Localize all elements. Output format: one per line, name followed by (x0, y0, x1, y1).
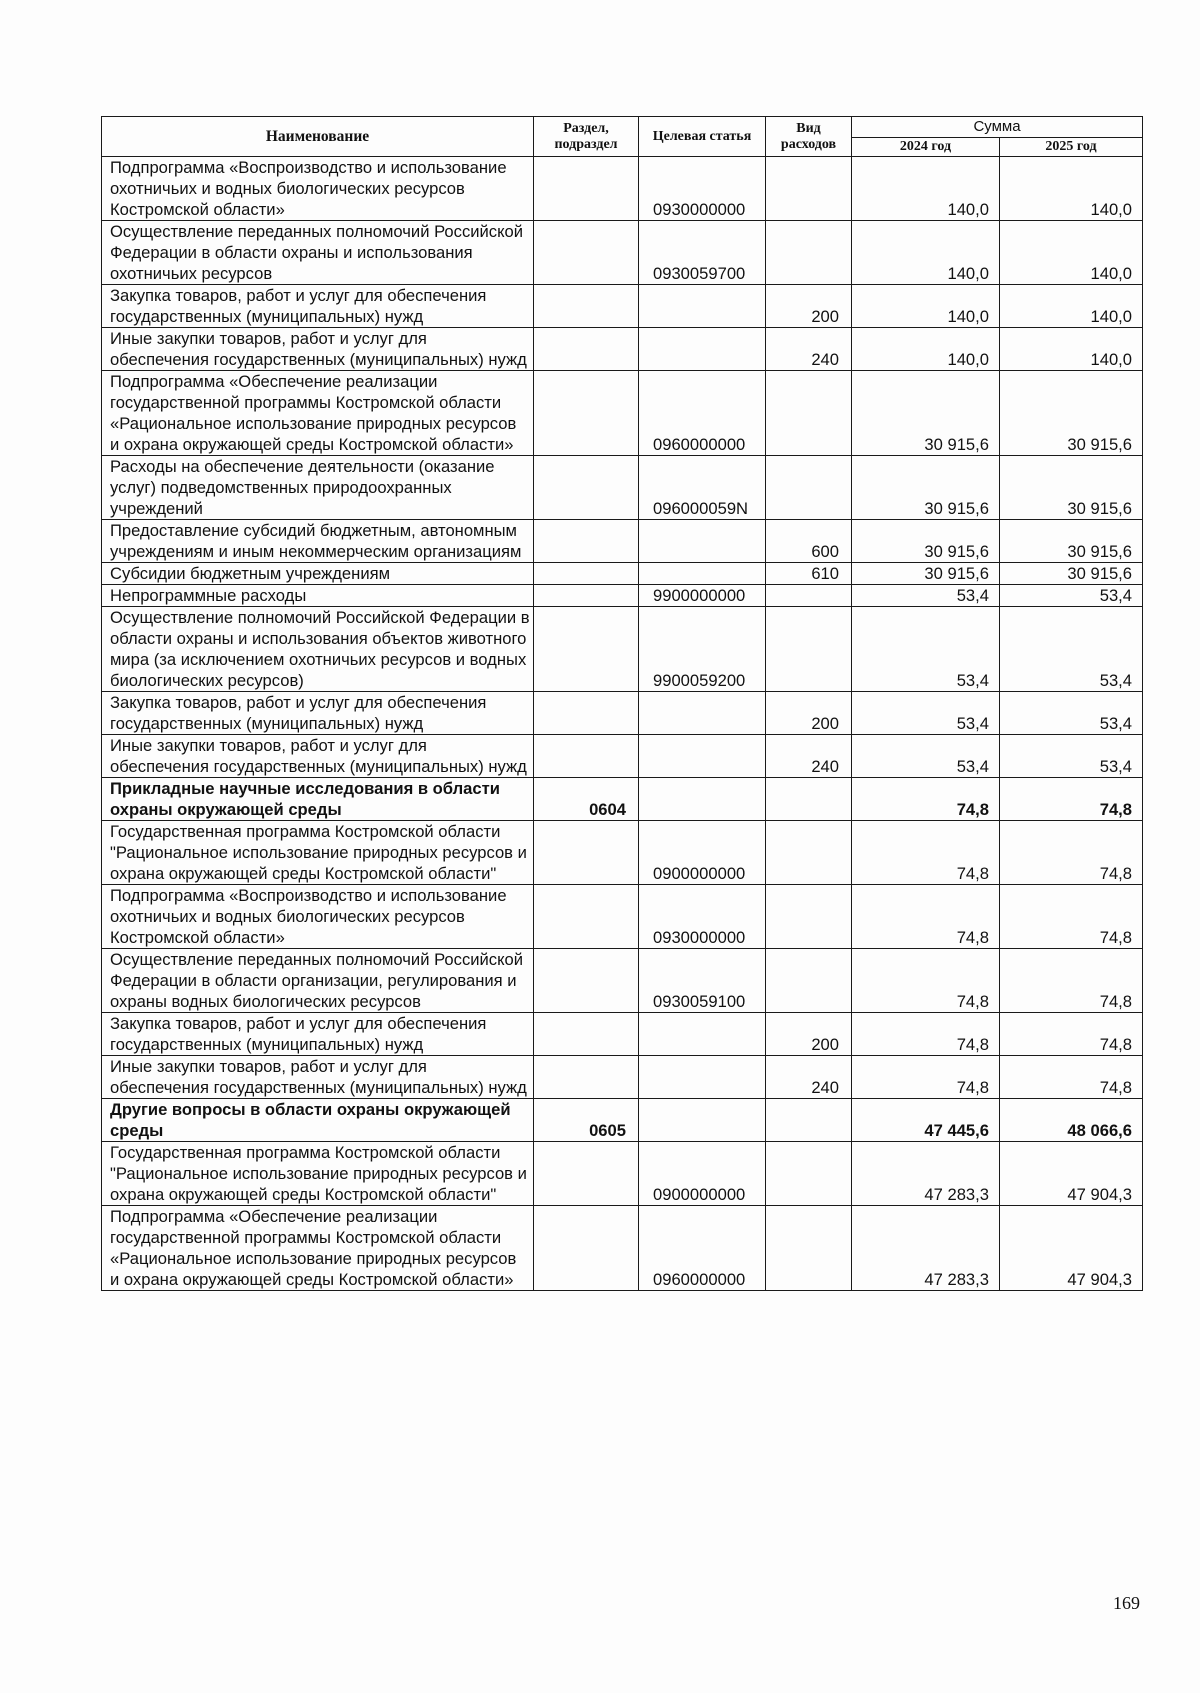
cell-2025: 74,8 (1000, 778, 1143, 821)
cell-target: 0900000000 (639, 1142, 766, 1206)
cell-2024: 53,4 (852, 607, 1000, 692)
cell-target: 0960000000 (639, 1206, 766, 1291)
table-row (102, 456, 1143, 520)
header-year-2025: 2025 год (1000, 138, 1143, 157)
cell-2024: 47 283,3 (852, 1206, 1000, 1291)
cell-name: Субсидии бюджетным учреждениям (102, 563, 534, 585)
table-row (102, 949, 1143, 1013)
cell-2025: 74,8 (1000, 1013, 1143, 1056)
cell-2025: 140,0 (1000, 285, 1143, 328)
cell-section (534, 1056, 639, 1099)
table-row (102, 735, 1143, 778)
cell-target (639, 735, 766, 778)
cell-target: 0930059700 (639, 221, 766, 285)
cell-target: 0930000000 (639, 157, 766, 221)
cell-kind: 240 (766, 328, 852, 371)
cell-section (534, 520, 639, 563)
cell-section: 0605 (534, 1099, 639, 1142)
cell-section (534, 157, 639, 221)
cell-name: Иные закупки товаров, работ и услуг для обеспечения государственных (муниципальных) нужд (102, 1056, 534, 1099)
cell-2025: 30 915,6 (1000, 371, 1143, 456)
cell-name: Закупка товаров, работ и услуг для обеспечения государственных (муниципальных) нужд (102, 1013, 534, 1056)
table-row (102, 607, 1143, 692)
cell-2024: 74,8 (852, 949, 1000, 1013)
table-row (102, 1142, 1143, 1206)
budget-table (101, 116, 1143, 1291)
cell-section (534, 821, 639, 885)
cell-2024: 53,4 (852, 585, 1000, 607)
cell-2025: 53,4 (1000, 692, 1143, 735)
cell-2024: 47 283,3 (852, 1142, 1000, 1206)
cell-kind (766, 821, 852, 885)
cell-name: Иные закупки товаров, работ и услуг для обеспечения государственных (муниципальных) нужд (102, 735, 534, 778)
page-number: 169 (1113, 1593, 1140, 1613)
table-row (102, 585, 1143, 607)
cell-section (534, 1013, 639, 1056)
cell-section (534, 949, 639, 1013)
cell-target (639, 285, 766, 328)
cell-name: Непрограммные расходы (102, 585, 534, 607)
cell-name: Иные закупки товаров, работ и услуг для обеспечения государственных (муниципальных) нужд (102, 328, 534, 371)
table-row (102, 1099, 1143, 1142)
cell-kind: 600 (766, 520, 852, 563)
cell-section (534, 585, 639, 607)
cell-2024: 140,0 (852, 328, 1000, 371)
header-section: Раздел, подраздел (534, 117, 639, 157)
cell-name: Подпрограмма «Обеспечение реализации государственной программы Костромской области «Рациональное использование природных ресурсов и охрана окружающей среды Костромской области» (102, 371, 534, 456)
cell-target (639, 520, 766, 563)
cell-name: Закупка товаров, работ и услуг для обеспечения государственных (муниципальных) нужд (102, 285, 534, 328)
cell-2025: 47 904,3 (1000, 1142, 1143, 1206)
cell-2025: 74,8 (1000, 1056, 1143, 1099)
cell-section (534, 692, 639, 735)
cell-2025: 140,0 (1000, 221, 1143, 285)
header-target: Целевая статья (639, 117, 766, 157)
cell-2024: 74,8 (852, 1013, 1000, 1056)
cell-kind: 200 (766, 1013, 852, 1056)
cell-section (534, 1142, 639, 1206)
cell-target (639, 692, 766, 735)
cell-kind (766, 778, 852, 821)
table-row (102, 1206, 1143, 1291)
cell-2025: 30 915,6 (1000, 456, 1143, 520)
cell-kind: 610 (766, 563, 852, 585)
cell-target (639, 1056, 766, 1099)
table-row (102, 285, 1143, 328)
cell-target: 0930059100 (639, 949, 766, 1013)
cell-name: Прикладные научные исследования в области охраны окружающей среды (102, 778, 534, 821)
cell-name: Подпрограмма «Воспроизводство и использование охотничьих и водных биологических ресурсов Костромской области» (102, 157, 534, 221)
cell-kind (766, 949, 852, 1013)
cell-2025: 74,8 (1000, 821, 1143, 885)
cell-target: 0960000000 (639, 371, 766, 456)
cell-2025: 140,0 (1000, 328, 1143, 371)
cell-2024: 53,4 (852, 735, 1000, 778)
cell-kind (766, 456, 852, 520)
cell-name: Предоставление субсидий бюджетным, автономным учреждениям и иным некоммерческим организациям (102, 520, 534, 563)
table-row (102, 821, 1143, 885)
cell-2024: 140,0 (852, 157, 1000, 221)
table-row (102, 520, 1143, 563)
table-row (102, 778, 1143, 821)
header-kind: Вид расходов (766, 117, 852, 157)
cell-section (534, 885, 639, 949)
cell-2025: 30 915,6 (1000, 520, 1143, 563)
cell-kind (766, 607, 852, 692)
cell-target: 0900000000 (639, 821, 766, 885)
cell-2024: 30 915,6 (852, 371, 1000, 456)
cell-2024: 74,8 (852, 885, 1000, 949)
cell-2025: 53,4 (1000, 735, 1143, 778)
cell-2025: 53,4 (1000, 585, 1143, 607)
cell-name: Осуществление полномочий Российской Федерации в области охраны и использования объектов животного мира (за исключением охотничьих ресурсов и водных биологических ресурсов) (102, 607, 534, 692)
cell-2024: 74,8 (852, 821, 1000, 885)
table-row (102, 1013, 1143, 1056)
table-row (102, 221, 1143, 285)
cell-kind (766, 1206, 852, 1291)
cell-kind (766, 1099, 852, 1142)
cell-section (534, 371, 639, 456)
cell-kind (766, 1142, 852, 1206)
cell-2024: 30 915,6 (852, 563, 1000, 585)
cell-2025: 48 066,6 (1000, 1099, 1143, 1142)
cell-2024: 140,0 (852, 221, 1000, 285)
cell-target (639, 563, 766, 585)
cell-2025: 74,8 (1000, 949, 1143, 1013)
header-year-2024: 2024 год (852, 138, 1000, 157)
cell-section (534, 563, 639, 585)
cell-kind (766, 157, 852, 221)
cell-target: 9900059200 (639, 607, 766, 692)
cell-name: Осуществление переданных полномочий Российской Федерации в области организации, регулирования и охраны водных биологических ресурсов (102, 949, 534, 1013)
cell-name: Расходы на обеспечение деятельности (оказание услуг) подведомственных природоохранных учреждений (102, 456, 534, 520)
cell-2024: 47 445,6 (852, 1099, 1000, 1142)
cell-name: Другие вопросы в области охраны окружающей среды (102, 1099, 534, 1142)
cell-name: Подпрограмма «Обеспечение реализации государственной программы Костромской области «Рациональное использование природных ресурсов и охрана окружающей среды Костромской области» (102, 1206, 534, 1291)
cell-target (639, 1013, 766, 1056)
cell-target: 0930000000 (639, 885, 766, 949)
cell-2024: 53,4 (852, 692, 1000, 735)
cell-target (639, 1099, 766, 1142)
cell-section (534, 1206, 639, 1291)
cell-kind: 200 (766, 285, 852, 328)
cell-name: Государственная программа Костромской области "Рациональное использование природных ресурсов и охрана окружающей среды Костромской области" (102, 821, 534, 885)
header-sum: Сумма (852, 117, 1143, 138)
cell-section (534, 607, 639, 692)
cell-2025: 74,8 (1000, 885, 1143, 949)
cell-2025: 30 915,6 (1000, 563, 1143, 585)
cell-section: 0604 (534, 778, 639, 821)
cell-kind (766, 885, 852, 949)
table-header (102, 117, 1143, 157)
cell-2025: 53,4 (1000, 607, 1143, 692)
cell-2025: 47 904,3 (1000, 1206, 1143, 1291)
cell-kind: 200 (766, 692, 852, 735)
cell-2025: 140,0 (1000, 157, 1143, 221)
table-row (102, 328, 1143, 371)
cell-kind: 240 (766, 1056, 852, 1099)
cell-target (639, 328, 766, 371)
cell-section (534, 735, 639, 778)
cell-2024: 30 915,6 (852, 520, 1000, 563)
cell-2024: 74,8 (852, 1056, 1000, 1099)
cell-name: Закупка товаров, работ и услуг для обеспечения государственных (муниципальных) нужд (102, 692, 534, 735)
table-row (102, 563, 1143, 585)
table-row (102, 885, 1143, 949)
cell-name: Государственная программа Костромской области "Рациональное использование природных ресурсов и охрана окружающей среды Костромской области" (102, 1142, 534, 1206)
table-row (102, 371, 1143, 456)
table-row (102, 157, 1143, 221)
cell-2024: 30 915,6 (852, 456, 1000, 520)
cell-kind (766, 585, 852, 607)
cell-target: 096000059N (639, 456, 766, 520)
table-row (102, 1056, 1143, 1099)
cell-name: Осуществление переданных полномочий Российской Федерации в области охраны и использования охотничьих ресурсов (102, 221, 534, 285)
cell-section (534, 285, 639, 328)
cell-target (639, 778, 766, 821)
cell-kind (766, 371, 852, 456)
cell-section (534, 328, 639, 371)
cell-kind: 240 (766, 735, 852, 778)
cell-2024: 74,8 (852, 778, 1000, 821)
cell-section (534, 456, 639, 520)
cell-name: Подпрограмма «Воспроизводство и использование охотничьих и водных биологических ресурсов Костромской области» (102, 885, 534, 949)
cell-2024: 140,0 (852, 285, 1000, 328)
table-body (102, 157, 1143, 1291)
table-row (102, 692, 1143, 735)
cell-target: 9900000000 (639, 585, 766, 607)
cell-section (534, 221, 639, 285)
header-name: Наименование (102, 117, 534, 157)
cell-kind (766, 221, 852, 285)
